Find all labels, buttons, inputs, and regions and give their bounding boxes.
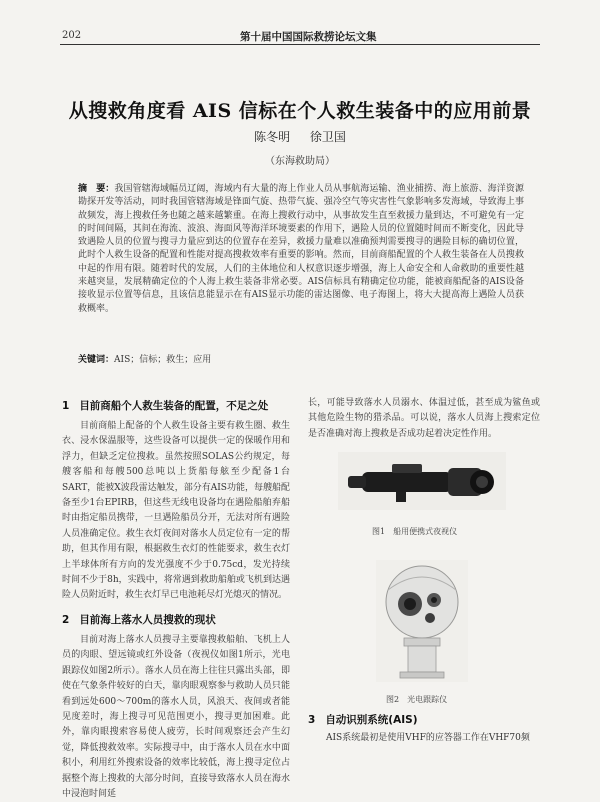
night-vision-device-figure — [338, 452, 506, 510]
right-column — [308, 396, 540, 442]
section-heading — [308, 712, 418, 727]
running-header — [0, 0, 600, 43]
keywords — [78, 352, 524, 365]
abstract — [78, 183, 524, 316]
article-title: 从搜救角度看 AIS 信标在个人救生装备中的应用前景 — [68, 100, 532, 122]
abstract-text: 我国管辖海域幅员辽阔，海域内有大量的海上作业人员从事航海运输、渔业捕捞、海上旅游、海洋资源勘探开发等活动，同时我国管辖海域是锋面气旋、热带气旋、强冷空气等灾害性气象影响多发海域，导致海上事故频发，海上搜救任务也随之越来越繁重。在海上搜救行动中，从事故发生直至救援力量到达，不可避免有一定的时间间隔，其间在海流、波浪、海面风等海洋环境要素的作用下，遇险人员的位置随时间而不断变化，因此导致遇险人员的位置与搜寻力量应到达的位置存在差异，救援力量难以准确预判需要搜寻的遇险目标的确切位置，此时个人救生设备的配置和性能对提高搜救效率有重要的影响。然而，目前商船配置的个人救生装备在人员搜救中起的作用有限。随着时代的发展，人们的主体地位和人权意识逐步增强，海上人命安全和人命救助的重要性越来越突显，发展精确定位的个人海上救生装备非常必要。AIS信标具有精确定位功能，能被商船配备的AIS设备接收显示位置等信息，且该信息能显示在有AIS显示功能的雷达图像、电子海图上，将大大提高海上遇险人员获救概率。 — [78, 184, 524, 314]
section-number: 2 — [62, 613, 70, 626]
author-name: 徐卫国 — [309, 130, 346, 144]
figure-caption: 图1 船用便携式夜视仪 — [372, 527, 458, 536]
affiliation: （东海救助局） — [265, 156, 335, 167]
section-paragraph: 目前商船上配备的个人救生设备主要有救生圈、救生衣、浸水保温服等，这些设备可以提供一定的保暖作用和浮力，但缺乏定位搜救。虽然按照SOLAS公约规定，每艘客船和每艘500总吨以上货船每舷至少配备1台SART，能被X波段雷达触发，部分有AIS功能，每艘船配备至少1台EPIRB，但这些无线电设备均在遇险船舶弃船时由指定船员携带，一旦遇险船员分开，无法对所有遇险人员准确定位。救生衣灯夜间对落水人员定位有一定的帮助，但其作用有限，根据救生衣灯的性能要求，救生衣灯上半球体所有方向的发光强度不少于0.75cd，发光持续时间不少于8h，实践中，将常遇到救助船舶或飞机到达遇险人员附近时，救生衣灯早已电池耗尽灯光熄灭的情况。 — [62, 421, 290, 601]
optical-tracker-figure — [376, 560, 468, 682]
section-heading — [62, 612, 290, 627]
section-paragraph: AIS系统最初是使用VHF的应答器工作在VHF70频 — [326, 733, 530, 743]
section-number: 1 — [62, 400, 70, 412]
section-title: 目前商船个人救生装备的配置，不足之处 — [79, 400, 269, 412]
conference-name: 第十届中国国际救捞论坛文集 — [240, 31, 377, 43]
left-column — [62, 398, 290, 802]
author-name: 陈冬明 — [254, 130, 291, 144]
section-paragraph-continued: 长，可能导致落水人员溺水、体温过低，甚至成为鲨鱼或其他危险生物的猎杀品。可以说，落水人员海上搜索定位是否准确对海上搜救是否成功起着决定性作用。 — [308, 398, 540, 439]
keywords-text: AIS；信标；救生；应用 — [114, 355, 212, 365]
section-number: 3 — [308, 714, 316, 726]
section-title: 自动识别系统(AIS) — [325, 714, 418, 726]
figure-caption: 图2 光电跟踪仪 — [386, 695, 448, 704]
header-rule — [60, 44, 540, 45]
page-number: 202 — [62, 30, 82, 41]
abstract-label: 摘 要： — [78, 184, 115, 194]
section-heading — [62, 398, 290, 413]
section-paragraph: 目前对海上落水人员搜寻主要靠搜救船舶、飞机上人员的肉眼、望远镜或红外设备（夜视仪如图1所示，光电跟踪仪如图2所示）。落水人员在海上往往只露出头部，即使在气象条件较好的白天，靠肉眼观察参与救助人员只能看到远处600～700m的落水人员，风浪天、夜间或者能见度差时，海上搜寻可见范围更小，搜寻更加困难。此外，靠肉眼搜索容易使人疲劳，长时间观察还会产生幻觉，降低搜救效率。实际搜寻中，由于落水人员在水中面积小，利用红外搜索设备的效率比较低，海上搜寻定位占据整个海上搜救的大部分时间，直接导致落水人员在海水中浸泡时间延 — [62, 634, 290, 799]
section-title: 目前海上落水人员搜救的现状 — [79, 613, 216, 626]
keywords-label: 关键词： — [78, 355, 115, 365]
author-list — [0, 128, 600, 145]
